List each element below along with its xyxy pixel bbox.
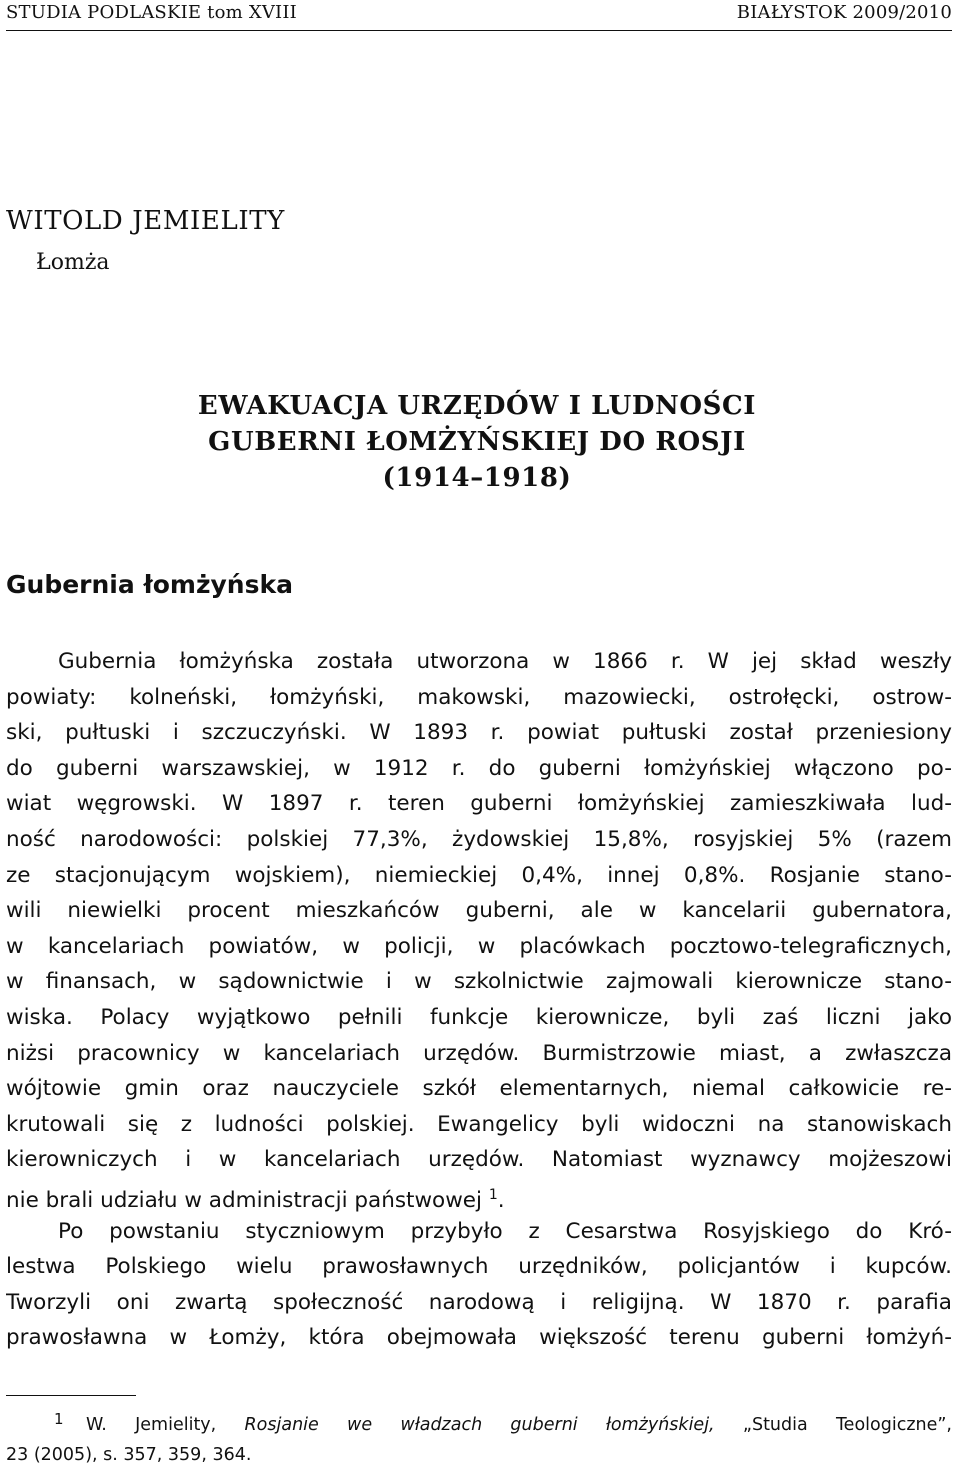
body-line: prawosławna w Łomży, która obejmowała większość terenu guberni łomżyń- bbox=[6, 1325, 952, 1351]
footnote-rule bbox=[6, 1395, 136, 1396]
title-line-2: GUBERNI ŁOMŻYŃSKIEJ DO ROSJI bbox=[208, 427, 746, 457]
body-line: Tworzyli oni zwartą społeczność narodową i religijną. W 1870 r. parafia bbox=[6, 1289, 952, 1315]
body-line: wiat węgrowski. W 1897 r. teren guberni łomżyńskiej zamieszkiwała lud- bbox=[6, 791, 952, 817]
body-line-text: nie brali udziału w administracji państwowej bbox=[6, 1188, 482, 1214]
body-line: ski, pułtuski i szczuczyński. W 1893 r. powiat pułtuski został przeniesiony bbox=[6, 720, 952, 746]
body-line: Po powstaniu styczniowym przybyło z Cesarstwa Rosyjskiego do Kró- bbox=[58, 1218, 952, 1244]
article-title bbox=[0, 388, 960, 496]
section-heading: Gubernia łomżyńska bbox=[6, 570, 293, 599]
title-line-1: EWAKUACJA URZĘDÓW I LUDNOŚCI bbox=[197, 391, 757, 421]
journal-place-year: BIAŁYSTOK 2009/2010 bbox=[736, 2, 952, 23]
body-line: ze stacjonującym wojskiem), niemieckiej 0,4%, innej 0,8%. Rosjanie stano- bbox=[6, 862, 952, 888]
footnote-line-2: 23 (2005), s. 357, 359, 364. bbox=[6, 1445, 252, 1465]
body-line: w kancelariach powiatów, w policji, w placówkach pocztowo-telegraficznych, bbox=[6, 933, 952, 959]
body-line: w finansach, w sądownictwie i w szkolnictwie zajmowali kierownicze stano- bbox=[6, 969, 952, 995]
body-line-with-footnote: nie brali udziału w administracji państwowej $^1$. bbox=[6, 1186, 505, 1214]
footnote-journal: „Studia Teologiczne”, bbox=[742, 1415, 952, 1435]
footnote-author: W. Jemielity, bbox=[86, 1415, 217, 1435]
body-line: lestwa Polskiego wielu prawosławnych urzędników, policjantów i kupców. bbox=[6, 1254, 952, 1280]
body-line: powiaty: kolneński, łomżyński, makowski, mazowiecki, ostrołęcki, ostrow- bbox=[6, 684, 952, 710]
journal-title: STUDIA PODLASKIE tom XVIII bbox=[6, 2, 297, 23]
footnote-reference[interactable]: 1 bbox=[488, 1186, 498, 1203]
body-text bbox=[6, 644, 952, 1356]
footnote-marker: 1 bbox=[54, 1410, 64, 1428]
title-line-3: (1914–1918) bbox=[382, 463, 572, 493]
body-line: do guberni warszawskiej, w 1912 r. do guberni łomżyńskiej włączono po- bbox=[6, 755, 952, 781]
author-affiliation: Łomża bbox=[36, 250, 110, 275]
body-line: krutowali się z ludności polskiej. Ewangelicy byli widoczni na stanowiskach bbox=[6, 1111, 952, 1137]
body-line: niżsi pracownicy w kancelariach urzędów. Burmistrzowie miast, a zwłaszcza bbox=[6, 1040, 952, 1066]
body-line: wójtowie gmin oraz nauczyciele szkół elementarnych, niemal całkowicie re- bbox=[6, 1076, 952, 1102]
body-line: ność narodowości: polskiej 77,3%, żydowskiej 15,8%, rosyjskiej 5% (razem bbox=[6, 826, 952, 852]
author-name: WITOLD JEMIELITY bbox=[6, 206, 285, 236]
footnote bbox=[6, 1410, 952, 1470]
footnote-work-title: Rosjanie we władzach guberni łomżyńskiej, bbox=[244, 1415, 715, 1435]
body-line: wiska. Polacy wyjątkowo pełnili funkcje kierownicze, byli zaś liczni jako bbox=[6, 1004, 952, 1030]
header-rule bbox=[6, 30, 952, 31]
footnote-line-1 bbox=[6, 1410, 952, 1440]
body-line: wili niewielki procent mieszkańców guberni, ale w kancelarii gubernatora, bbox=[6, 898, 952, 924]
body-line: Gubernia łomżyńska została utworzona w 1866 r. W jej skład weszły bbox=[58, 649, 952, 674]
body-line: kierowniczych i w kancelariach urzędów. Natomiast wyznawcy mojżeszowi bbox=[6, 1147, 952, 1173]
